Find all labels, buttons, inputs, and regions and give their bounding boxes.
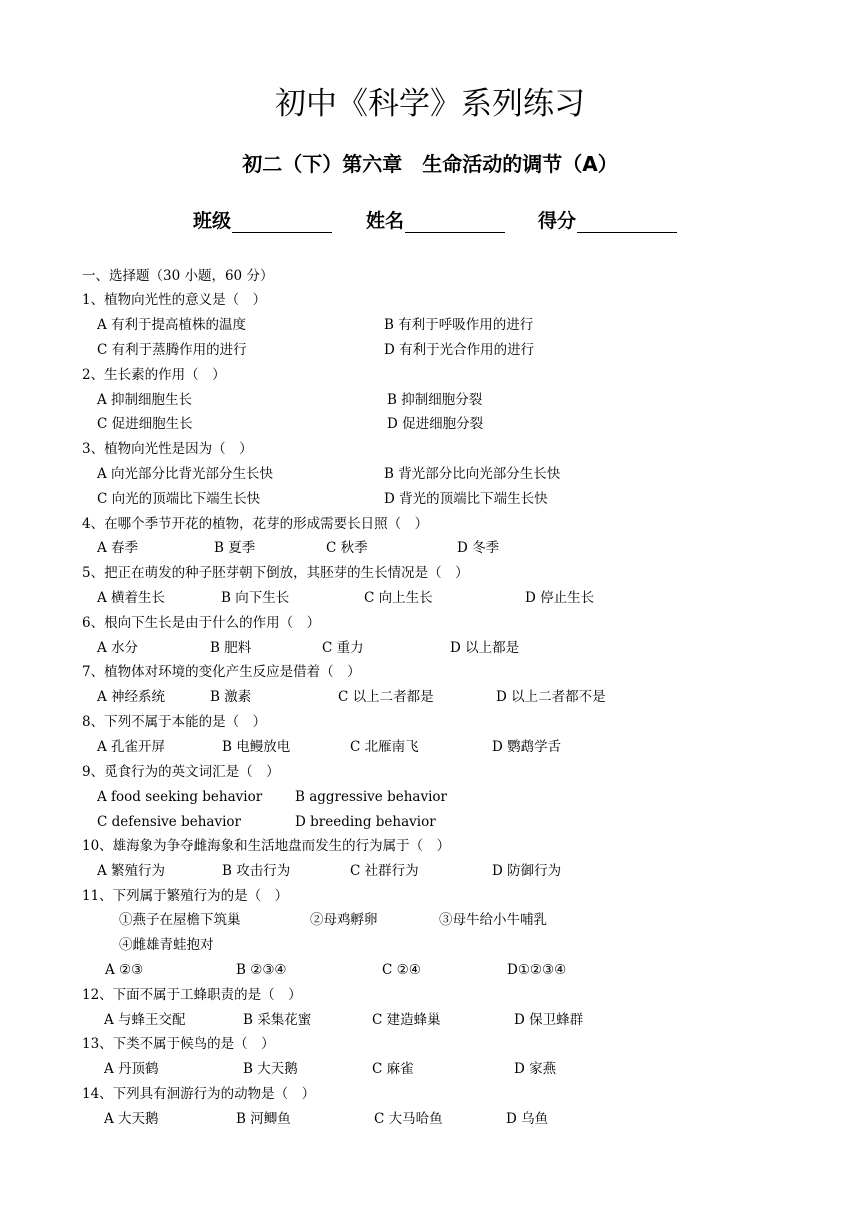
option: A food seeking behavior (97, 789, 263, 805)
option: A 孔雀开屏 (97, 739, 166, 755)
option: C ②④ (382, 962, 421, 978)
class-blank (232, 212, 332, 233)
question-text: 3、植物向光性是因为（ ） (82, 441, 253, 457)
option: A 丹顶鹤 (104, 1061, 159, 1077)
option: B 向下生长 (221, 590, 290, 606)
option: C 北雁南飞 (350, 739, 419, 755)
option: D 有利于光合作用的进行 (384, 342, 535, 358)
question-text: 10、雄海象为争夺雌海象和生活地盘而发生的行为属于（ ） (82, 838, 451, 854)
option: C 麻雀 (372, 1061, 414, 1077)
option: A 繁殖行为 (97, 863, 166, 879)
option: C defensive behavior (97, 814, 241, 830)
question-text: 8、下列不属于本能的是（ ） (82, 714, 267, 730)
option: B 背光部分比向光部分生长快 (384, 466, 561, 482)
option: D 背光的顶端比下端生长快 (384, 491, 548, 507)
question-text: 14、下列具有洄游行为的动物是（ ） (82, 1086, 316, 1102)
section-heading: 一、选择题（30 小题，60 分） (82, 268, 274, 284)
option: B 肥料 (210, 640, 252, 656)
statement-item: ④雌雄青蛙抱对 (119, 937, 214, 953)
option: D 乌鱼 (506, 1111, 549, 1127)
option: D 家燕 (514, 1061, 557, 1077)
option: C 向上生长 (364, 590, 433, 606)
option: D 防御行为 (492, 863, 562, 879)
option: A 与蜂王交配 (104, 1012, 186, 1028)
question-text: 6、根向下生长是由于什么的作用（ ） (82, 615, 321, 631)
option: B 激素 (210, 689, 252, 705)
option: B aggressive behavior (295, 789, 447, 805)
question-text: 5、把正在萌发的种子胚芽朝下倒放，其胚芽的生长情况是（ ） (82, 565, 469, 581)
option: A 大天鹅 (104, 1111, 159, 1127)
option: A 春季 (97, 540, 139, 556)
option: D 以上都是 (450, 640, 520, 656)
option: C 大马哈鱼 (374, 1111, 443, 1127)
statement-item: ③母牛给小牛哺乳 (439, 912, 547, 928)
option: C 重力 (322, 640, 364, 656)
statement-item: ①燕子在屋檐下筑巢 (119, 912, 241, 928)
option: D 以上二者都不是 (496, 689, 606, 705)
option: D 鹦鹉学舌 (492, 739, 562, 755)
question-text: 1、植物向光性的意义是（ ） (82, 292, 267, 308)
page-title: 初中《科学》系列练习 (275, 86, 585, 122)
option: A 抑制细胞生长 (97, 392, 193, 408)
name-field (366, 206, 505, 233)
option: D breeding behavior (295, 814, 436, 830)
option: A 水分 (97, 640, 139, 656)
question-text: 12、下面不属于工蜂职责的是（ ） (82, 987, 302, 1003)
option: A 向光部分比背光部分生长快 (97, 466, 274, 482)
question-text: 7、植物体对环境的变化产生反应是借着（ ） (82, 664, 361, 680)
option: B 大天鹅 (243, 1061, 298, 1077)
option: A ②③ (105, 962, 144, 978)
question-text: 4、在哪个季节开花的植物，花芽的形成需要长日照（ ） (82, 516, 429, 532)
option: D 停止生长 (525, 590, 595, 606)
option: C 秋季 (326, 540, 368, 556)
page-subtitle: 初二（下）第六章 生命活动的调节（A） (242, 152, 618, 176)
question-text: 9、觅食行为的英文词汇是（ ） (82, 764, 280, 780)
class-label: 班级 (193, 210, 232, 232)
option: C 社群行为 (350, 863, 419, 879)
score-field (538, 206, 677, 233)
option: B 夏季 (214, 540, 256, 556)
option: A 横着生长 (97, 590, 166, 606)
option: D 保卫蜂群 (514, 1012, 584, 1028)
question-text: 2、生长素的作用（ ） (82, 367, 226, 383)
option: C 以上二者都是 (338, 689, 434, 705)
option: C 有利于蒸腾作用的进行 (97, 342, 247, 358)
statement-item: ②母鸡孵卵 (310, 912, 378, 928)
option: D 促进细胞分裂 (387, 416, 484, 432)
option: B 抑制细胞分裂 (387, 392, 483, 408)
option: A 有利于提高植株的温度 (97, 317, 247, 333)
option: C 促进细胞生长 (97, 416, 193, 432)
question-text: 13、下类不属于候鸟的是（ ） (82, 1036, 275, 1052)
option: C 向光的顶端比下端生长快 (97, 491, 261, 507)
option: C 建造蜂巢 (372, 1012, 441, 1028)
option: B 电鳗放电 (222, 739, 291, 755)
score-label: 得分 (538, 210, 577, 232)
name-blank (405, 212, 505, 233)
option: A 神经系统 (97, 689, 166, 705)
option: D 冬季 (457, 540, 500, 556)
option: B 有利于呼吸作用的进行 (384, 317, 534, 333)
class-field (193, 206, 332, 233)
option: D①②③④ (507, 962, 567, 978)
score-blank (577, 212, 677, 233)
option: B ②③④ (236, 962, 287, 978)
option: B 采集花蜜 (243, 1012, 312, 1028)
name-label: 姓名 (366, 210, 405, 232)
option: B 河鲫鱼 (236, 1111, 291, 1127)
question-text: 11、下列属于繁殖行为的是（ ） (82, 888, 289, 904)
option: B 攻击行为 (222, 863, 291, 879)
